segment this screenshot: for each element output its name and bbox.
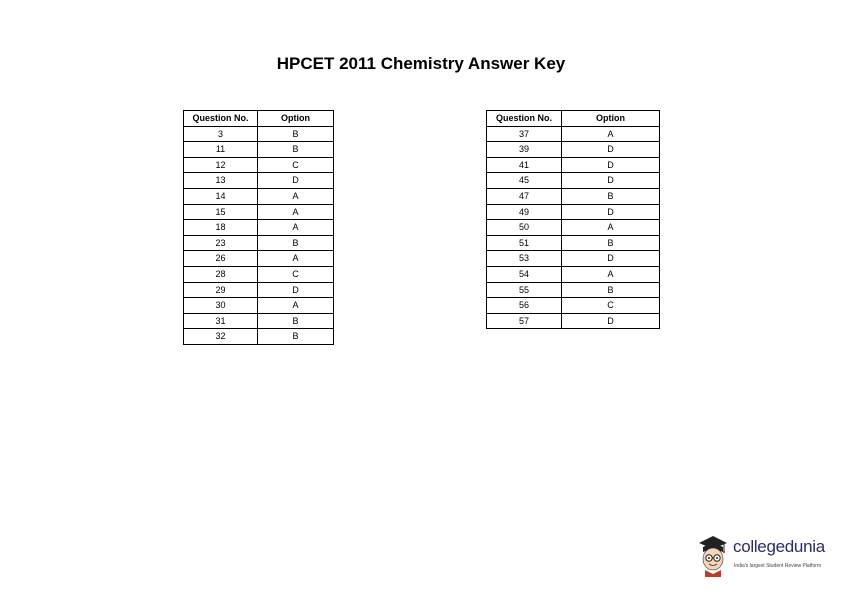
option-cell: D [258,173,334,189]
question-number-cell: 31 [184,313,258,329]
question-number-cell: 49 [487,204,562,220]
table-header-row [184,111,334,127]
option-cell: B [258,313,334,329]
option-cell: D [562,173,660,189]
logo-name: collegedunia [733,537,825,556]
table-row [487,157,660,173]
table-row [184,298,334,314]
table-row [487,313,660,329]
table-row [487,266,660,282]
table-row [487,235,660,251]
question-number-cell: 56 [487,298,562,314]
logo-tagline: India's largest Student Review Platform [734,563,822,569]
option-cell: C [258,157,334,173]
question-number-cell: 37 [487,126,562,142]
question-number-cell: 29 [184,282,258,298]
option-cell: A [258,204,334,220]
option-cell: B [258,142,334,158]
question-no-header: Question No. [487,111,562,127]
table-row [487,188,660,204]
table-row [184,204,334,220]
option-cell: D [258,282,334,298]
option-cell: B [562,188,660,204]
option-cell: A [562,266,660,282]
table-row [487,173,660,189]
question-number-cell: 14 [184,188,258,204]
table-row [487,126,660,142]
table-row [184,188,334,204]
option-cell: D [562,313,660,329]
table-row [184,157,334,173]
option-cell: C [258,266,334,282]
answer-key-table-left [183,110,334,345]
question-no-header: Question No. [184,111,258,127]
question-number-cell: 41 [487,157,562,173]
table-row [184,266,334,282]
question-number-cell: 28 [184,266,258,282]
question-number-cell: 57 [487,313,562,329]
question-number-cell: 55 [487,282,562,298]
question-number-cell: 30 [184,298,258,314]
option-cell: A [258,298,334,314]
question-number-cell: 23 [184,235,258,251]
question-number-cell: 50 [487,220,562,236]
question-number-cell: 45 [487,173,562,189]
table-row [184,220,334,236]
table-header-row [487,111,660,127]
option-cell: D [562,142,660,158]
table-row [184,282,334,298]
table-row [184,329,334,345]
option-cell: B [562,282,660,298]
table-row [487,282,660,298]
option-cell: A [258,188,334,204]
question-number-cell: 54 [487,266,562,282]
table-row [184,126,334,142]
option-cell: B [258,126,334,142]
question-number-cell: 15 [184,204,258,220]
question-number-cell: 51 [487,235,562,251]
option-cell: D [562,157,660,173]
option-cell: D [562,204,660,220]
option-cell: A [258,220,334,236]
question-number-cell: 3 [184,126,258,142]
question-number-cell: 12 [184,157,258,173]
option-cell: A [562,220,660,236]
table-row [184,313,334,329]
question-number-cell: 32 [184,329,258,345]
table-row [184,142,334,158]
option-cell: A [562,126,660,142]
option-cell: B [258,329,334,345]
table-row [487,204,660,220]
option-cell: B [258,235,334,251]
page-title: HPCET 2011 Chemistry Answer Key [276,54,566,73]
option-cell: C [562,298,660,314]
question-number-cell: 26 [184,251,258,267]
collegedunia-logo [697,533,837,577]
question-number-cell: 13 [184,173,258,189]
table-row [487,251,660,267]
table-row [184,173,334,189]
option-cell: D [562,251,660,267]
table-row [184,235,334,251]
answer-key-table-right [486,110,660,329]
option-header: Option [258,111,334,127]
option-header: Option [562,111,660,127]
question-number-cell: 11 [184,142,258,158]
question-number-cell: 39 [487,142,562,158]
question-number-cell: 47 [487,188,562,204]
student-mascot-icon [697,533,729,577]
question-number-cell: 53 [487,251,562,267]
table-row [487,142,660,158]
option-cell: B [562,235,660,251]
option-cell: A [258,251,334,267]
table-row [487,220,660,236]
table-row [184,251,334,267]
question-number-cell: 18 [184,220,258,236]
table-row [487,298,660,314]
